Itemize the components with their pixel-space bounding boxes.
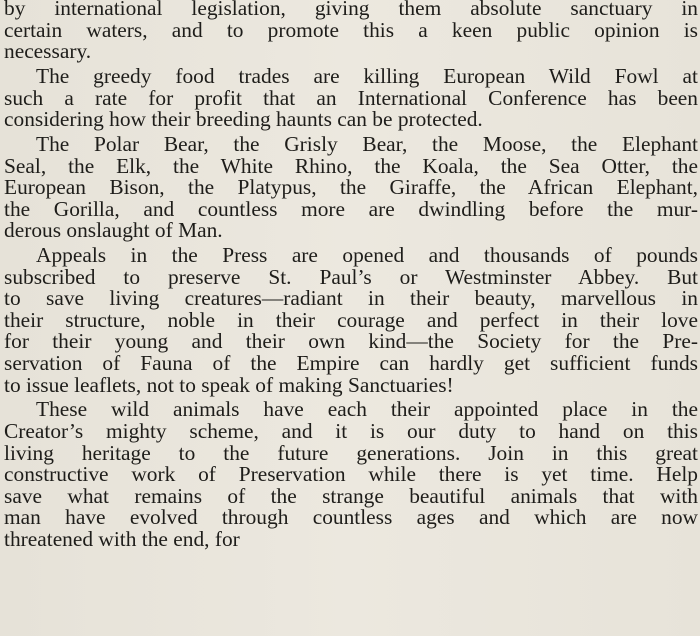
- text-line: to save living creatures—radiant in their beauty, marvellous in: [4, 286, 698, 311]
- text-line: living heritage to the future generations. Join in this great: [4, 440, 698, 465]
- text-line: the Gorilla, and countless more are dwindling before the mur-: [4, 196, 698, 221]
- text-line: Creator’s mighty scheme, and it is our duty to hand on this: [4, 419, 698, 444]
- text-line: constructive work of Preservation while there is yet time. Help: [4, 462, 698, 487]
- text-line: for their young and their own kind—the Society for the Pre-: [4, 329, 698, 354]
- text-line: their structure, noble in their courage and perfect in their love: [4, 307, 698, 332]
- text-line: derous onslaught of Man.: [4, 218, 223, 243]
- text-line: European Bison, the Platypus, the Giraffe, the African Elephant,: [4, 175, 698, 200]
- paragraph-2: [4, 63, 698, 132]
- text-line: save what remains of the strange beautiful animals that with: [4, 483, 698, 508]
- text-line: Appeals in the Press are opened and thousands of pounds: [36, 243, 698, 268]
- text-line: These wild animals have each their appointed place in the: [36, 397, 698, 422]
- paragraph-3: [4, 131, 698, 243]
- paragraph-4: [4, 245, 698, 396]
- text-line: man have evolved through countless ages and which are now: [4, 505, 698, 530]
- text-line: Seal, the Elk, the White Rhino, the Koala, the Sea Otter, the: [4, 153, 698, 178]
- text-line: by international legislation, giving them absolute sanctuary in: [4, 0, 698, 20]
- text-line: threatened with the end, for: [4, 527, 240, 551]
- text-line: certain waters, and to promote this a keen public opinion is: [4, 17, 698, 42]
- paragraph-1: [4, 0, 698, 63]
- text-line: subscribed to preserve St. Paul’s or Westminster Abbey. But: [4, 264, 698, 289]
- text-line: necessary.: [4, 39, 92, 64]
- text-line: servation of Fauna of the Empire can hardly get sufficient funds: [4, 351, 698, 376]
- text-line: to issue leaflets, not to speak of making Sanctuaries!: [4, 372, 454, 397]
- body-text: [4, 0, 698, 554]
- text-line: such a rate for profit that an International Conference has been: [4, 85, 698, 110]
- text-line: considering how their breeding haunts can be protected.: [4, 107, 483, 132]
- paragraph-5: [4, 399, 698, 550]
- text-line: The Polar Bear, the Grisly Bear, the Moose, the Elephant: [36, 131, 698, 156]
- text-line: The greedy food trades are killing European Wild Fowl at: [36, 63, 698, 88]
